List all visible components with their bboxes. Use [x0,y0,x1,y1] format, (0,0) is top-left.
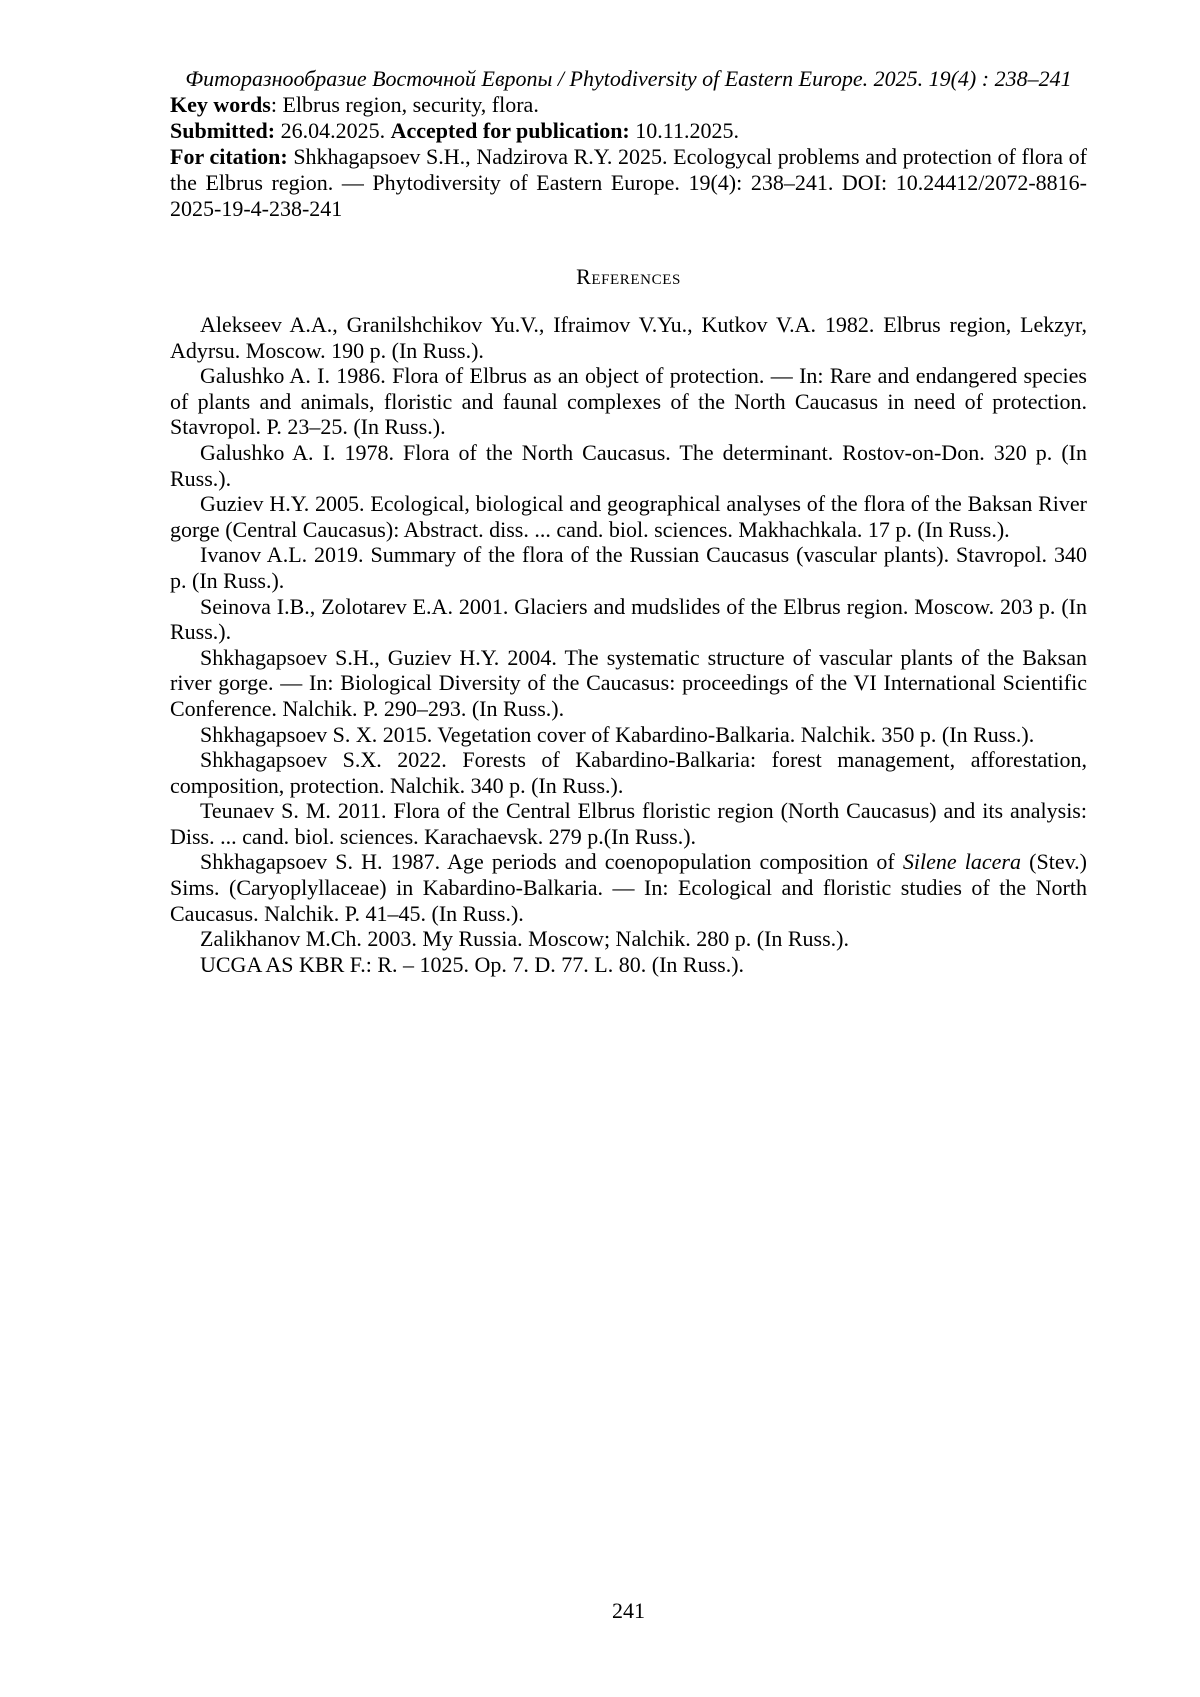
reference-item [170,798,1087,849]
reference-item [170,722,1087,748]
reference-text: Seinova I.B., Zolotarev E.A. 2001. Glaciers and mudslides of the Elbrus region. Moscow. 203 p. (In Russ.). [170,593,1087,645]
reference-text: UCGA AS KBR F.: R. – 1025. Op. 7. D. 77. L. 80. (In Russ.). [200,951,745,977]
keywords-line [170,92,1087,118]
reference-text: Galushko A. I. 1978. Flora of the North Caucasus. The determinant. Rostov-on-Don. 320 p. (In Russ.). [170,439,1087,491]
reference-text: Ivanov A.L. 2019. Summary of the flora of the Russian Caucasus (vascular plants). Stavropol. 340 p. (In Russ.). [170,542,1087,593]
reference-text: Shkhagapsoev S.H., Guziev H.Y. 2004. The systematic structure of vascular plants of the Baksan river gorge. — In: Biological Diversity of the Caucasus: proceedings of the VI International Scientific Conference. Nalchik. P. 290–293. (In Russ.). [170,644,1087,721]
reference-item [170,491,1087,542]
citation-text: Shkhagapsoev S.H., Nadzirova R.Y. 2025. Ecologycal problems and protection of flora of the Elbrus region. — Phytodiversity of Eastern Europe. 19(4): 238–241. DOI: 10.24412/2072-8816-2025-19-4-238-241 [170,144,1087,221]
accepted-label: Accepted for publication: [390,118,630,143]
page-number: 241 [612,1598,645,1623]
references-list [170,312,1087,977]
reference-item [170,363,1087,440]
reference-item [170,312,1087,363]
reference-text: Shkhagapsoev S. X. 2015. Vegetation cover of Kabardino-Balkaria. Nalchik. 350 p. (In Russ.). [200,721,1035,747]
reference-item [170,747,1087,798]
reference-text: Shkhagapsoev S. H. 1987. Age periods and coenopopulation composition of [200,849,903,875]
citation-label: For citation: [170,144,288,169]
reference-item [170,952,1087,978]
reference-item [170,594,1087,645]
keywords-label: Key words [170,92,271,117]
reference-item [170,849,1087,926]
reference-text: Teunaev S. M. 2011. Flora of the Central Elbrus floristic region (North Caucasus) and its analysis: Diss. ... cand. biol. sciences. Karachaevsk. 279 p.(In Russ.). [170,798,1087,849]
references-heading: References [576,264,681,289]
accepted-date: 10.11.2025. [629,118,739,143]
reference-text: Zalikhanov M.Ch. 2003. My Russia. Moscow; Nalchik. 280 p. (In Russ.). [200,926,849,952]
reference-item [170,542,1087,593]
reference-item [170,926,1087,952]
reference-text: Shkhagapsoev S.X. 2022. Forests of Kabardino-Balkaria: forest management, afforestation, composition, protection. Nalchik. 340 p. (In Russ.). [170,747,1087,798]
journal-header: Фиторазнообразие Восточной Европы / Phytodiversity of Eastern Europe. 2025. 19(4) : 238–241 [185,66,1072,91]
submitted-line [170,118,1087,144]
submitted-date: 26.04.2025. [275,118,391,143]
reference-item [170,645,1087,722]
reference-text: Guziev H.Y. 2005. Ecological, biological and geographical analyses of the flora of the Baksan River gorge (Central Caucasus): Abstract. diss. ... cand. biol. sciences. Makhachkala. 17 p. (In Russ.). [170,491,1087,542]
submitted-label: Submitted: [170,118,276,143]
keywords-text: : Elbrus region, security, flora. [270,92,539,117]
reference-text: (Stev.) Sims. (Caryoplyllaceae) in Kabardino-Balkaria. — In: Ecological and floristic studies of the North Caucasus. Nalchik. P. 41–45. (In Russ.). [170,849,1087,926]
reference-item [170,440,1087,491]
reference-species-name: Silene lacera [902,849,1021,875]
reference-text: Alekseev A.A., Granilshchikov Yu.V., Ifraimov V.Yu., Kutkov V.A. 1982. Elbrus region, Lekzyr, Adyrsu. Moscow. 190 p. (In Russ.). [170,312,1087,363]
citation-paragraph [170,144,1087,222]
reference-text: Galushko A. I. 1986. Flora of Elbrus as an object of protection. — In: Rare and endangered species of plants and animals, floristic and faunal complexes of the North Caucasus in need of protection. Stavropol. P. 23–25. (In Russ.). [170,363,1087,440]
